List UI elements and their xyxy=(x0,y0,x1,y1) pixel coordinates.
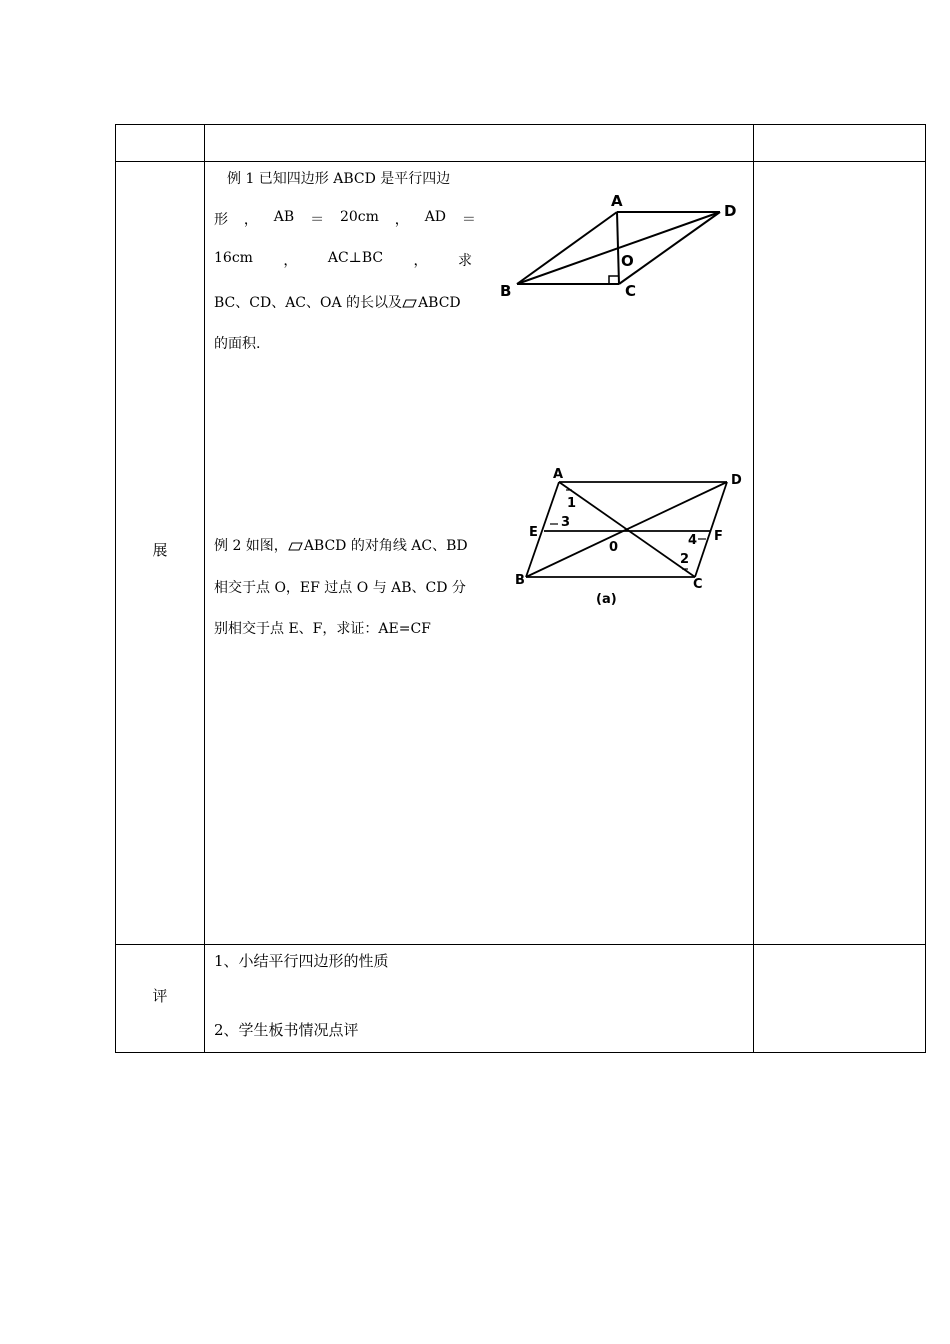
text-fragment: AC⊥BC xyxy=(327,250,384,266)
text-fragment: ABCD 的对角线 AC、BD xyxy=(303,538,468,554)
angle-label-2: 2 xyxy=(680,552,690,567)
angle-label-1: 1 xyxy=(567,496,577,511)
example1-line1: 例 1 已知四边形 ABCD 是平行四边 xyxy=(227,171,451,187)
header-row-bottom-border xyxy=(115,161,926,162)
angle-label-4: 4 xyxy=(688,533,698,548)
label-d: D xyxy=(731,473,742,488)
row-label-zhan: 展 xyxy=(152,541,168,559)
segment-cd xyxy=(619,212,720,284)
label-a: A xyxy=(611,192,623,210)
label-c: C xyxy=(693,577,703,592)
example1-line2 xyxy=(214,209,476,229)
example1-line3 xyxy=(214,250,472,270)
summary-item-2: 2、学生板书情况点评 xyxy=(214,1021,359,1039)
text-fragment: AB xyxy=(273,209,295,225)
label-f: F xyxy=(714,529,723,544)
label-b: B xyxy=(500,282,512,300)
label-c: C xyxy=(625,282,637,300)
text-fragment: ， xyxy=(243,212,258,228)
text-fragment: AD xyxy=(424,209,447,225)
table-bottom-border xyxy=(115,1052,926,1053)
text-fragment: ， xyxy=(413,253,428,269)
table-left-border xyxy=(115,124,116,1053)
example2-figure xyxy=(510,462,755,612)
text-fragment: ＝ xyxy=(310,212,325,228)
text-fragment: 16cm xyxy=(214,250,253,266)
parallelogram-symbol-icon xyxy=(402,299,417,308)
label-e: E xyxy=(529,525,538,540)
example2-line1 xyxy=(214,535,468,555)
example1-line4 xyxy=(214,292,461,312)
text-fragment: ABCD xyxy=(418,295,461,311)
right-angle-mark xyxy=(609,276,619,284)
parallelogram-symbol-icon xyxy=(288,542,303,551)
text-fragment: ， xyxy=(394,212,409,228)
example1-line5: 的面积. xyxy=(214,336,261,352)
label-b: B xyxy=(515,573,525,588)
text-fragment: ＝ xyxy=(461,212,476,228)
text-fragment: 求 xyxy=(458,253,472,269)
example1-figure xyxy=(495,188,745,303)
label-a: A xyxy=(553,467,564,482)
segment-ab xyxy=(517,212,617,284)
label-d: D xyxy=(724,202,737,220)
zhan-row-bottom-border xyxy=(115,944,926,945)
table-right-border xyxy=(925,124,926,1053)
label-o: O xyxy=(621,252,634,270)
example2-line2: 相交于点 O，EF 过点 O 与 AB、CD 分 xyxy=(214,580,466,596)
text-fragment: 例 2 如图， xyxy=(214,538,288,554)
label-o: 0 xyxy=(609,540,619,555)
diagonal-bd xyxy=(526,482,727,577)
text-fragment: 形 xyxy=(214,212,228,228)
text-fragment: BC、CD、AC、OA 的长以及 xyxy=(214,295,403,311)
summary-item-1: 1、小结平行四边形的性质 xyxy=(214,952,389,970)
row-label-ping: 评 xyxy=(152,987,168,1005)
table-top-border xyxy=(115,124,926,125)
example2-line3: 别相交于点 E、F，求证：AE=CF xyxy=(214,621,431,637)
text-fragment: 20cm xyxy=(339,209,379,225)
text-fragment: ， xyxy=(283,253,298,269)
figure-caption: (a) xyxy=(596,592,617,607)
column-divider-1 xyxy=(204,124,205,1053)
angle-label-3: 3 xyxy=(561,515,571,530)
